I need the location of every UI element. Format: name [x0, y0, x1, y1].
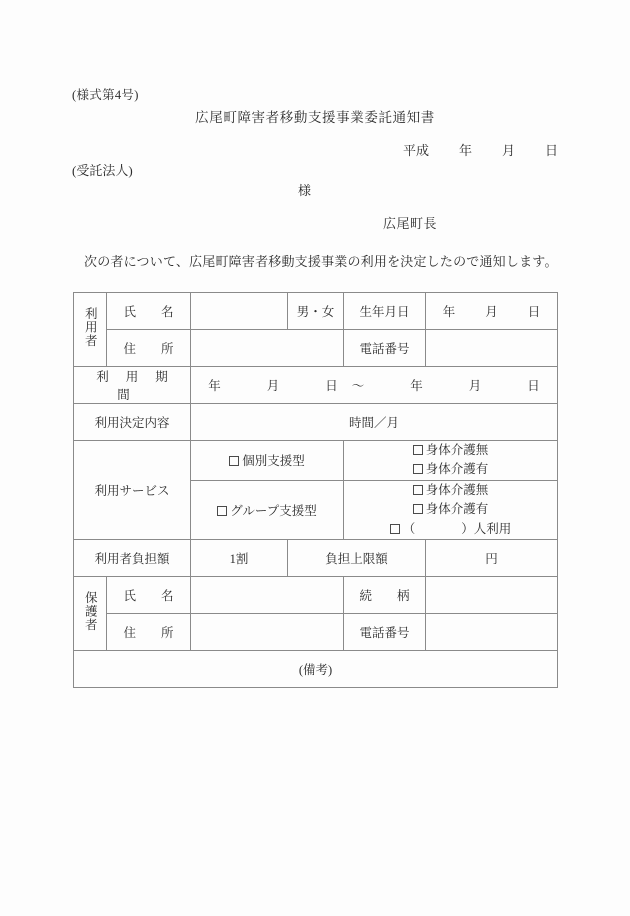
table-row-guardian-name	[74, 576, 558, 613]
period-tilde: ～	[351, 379, 365, 393]
table-row-user-address	[74, 330, 558, 367]
date-era: 平成	[402, 143, 429, 158]
checkbox-group-count-icon[interactable]	[390, 524, 400, 534]
user-section-label: 利用者	[74, 293, 107, 367]
table-row-fee	[74, 539, 558, 576]
table-row-guardian-address	[74, 613, 558, 650]
recipient-label: (受託法人)	[72, 163, 133, 178]
table-row-user-name	[74, 293, 558, 330]
birth-year-label: 年	[442, 305, 456, 319]
user-address-label: 住 所	[107, 330, 191, 367]
recipient-honorific: 様	[298, 183, 312, 198]
lead-paragraph: 次の者について、広尾町障害者移動支援事業の利用を決定したので通知します。	[84, 254, 558, 269]
remarks-area[interactable]: (備考)	[74, 650, 558, 687]
table-row-decision	[74, 404, 558, 441]
service-individual-option[interactable]: 個別支援型	[191, 441, 344, 481]
checkbox-individual-care-none-icon[interactable]	[413, 445, 423, 455]
period-from-year: 年	[208, 379, 221, 393]
group-count-prefix: （	[402, 521, 416, 536]
period-from-month: 月	[266, 379, 280, 393]
issue-date-line	[403, 140, 558, 159]
service-group-care-options	[344, 480, 558, 539]
period-to-year: 年	[410, 379, 423, 393]
option-group-care-none[interactable]: 身体介護無	[344, 481, 557, 500]
fee-cap-value[interactable]: 円	[426, 539, 558, 576]
group-count-suffix: ）人利用	[461, 521, 512, 536]
document-title: 広尾町障害者移動支援事業委託通知書	[195, 110, 435, 125]
table-row-service-individual	[74, 441, 558, 481]
decision-value[interactable]: 時間／月	[191, 404, 558, 441]
date-day-label: 日	[544, 143, 558, 158]
option-group-care-yes[interactable]: 身体介護有	[344, 500, 557, 519]
guardian-phone-value[interactable]	[426, 613, 558, 650]
service-label: 利用サービス	[74, 441, 191, 540]
option-individual-care-yes[interactable]: 身体介護有	[344, 460, 557, 479]
table-row-period	[74, 367, 558, 404]
user-phone-label: 電話番号	[344, 330, 426, 367]
guardian-address-value[interactable]	[191, 613, 344, 650]
birth-month-label: 月	[485, 305, 498, 319]
user-gender-label[interactable]: 男・女	[288, 293, 344, 330]
guardian-name-value[interactable]	[191, 576, 344, 613]
guardian-relation-label: 続 柄	[344, 576, 426, 613]
guardian-phone-label: 電話番号	[344, 613, 426, 650]
guardian-relation-value[interactable]	[426, 576, 558, 613]
fee-rate-value[interactable]: 1割	[191, 539, 288, 576]
service-group-option[interactable]: グループ支援型	[191, 480, 344, 539]
form-number: (様式第4号)	[72, 88, 139, 102]
option-individual-care-none[interactable]: 身体介護無	[344, 441, 557, 460]
service-individual-care-options	[344, 441, 558, 481]
user-birth-value[interactable]	[426, 293, 558, 330]
table-row-remarks	[74, 650, 558, 687]
option-group-user-count[interactable]	[344, 520, 557, 539]
issuer-name: 広尾町長	[383, 216, 438, 231]
guardian-address-label: 住 所	[107, 613, 191, 650]
period-to-month: 月	[468, 379, 482, 393]
user-name-label: 氏 名	[107, 293, 191, 330]
checkbox-individual-care-yes-icon[interactable]	[413, 464, 423, 474]
birth-day-label: 日	[527, 305, 541, 319]
user-birth-label: 生年月日	[344, 293, 426, 330]
period-to-day: 日	[527, 379, 540, 393]
checkbox-group-icon[interactable]	[217, 506, 227, 516]
user-name-value[interactable]	[191, 293, 288, 330]
user-address-value[interactable]	[191, 330, 344, 367]
period-from-day: 日	[325, 379, 338, 393]
fee-cap-label: 負担上限額	[288, 539, 426, 576]
user-phone-value[interactable]	[426, 330, 558, 367]
fee-label: 利用者負担額	[74, 539, 191, 576]
period-label: 利用期間	[74, 367, 191, 404]
decision-label: 利用決定内容	[74, 404, 191, 441]
checkbox-group-care-none-icon[interactable]	[413, 485, 423, 495]
checkbox-individual-icon[interactable]	[229, 456, 239, 466]
notification-form-table	[73, 292, 558, 688]
checkbox-group-care-yes-icon[interactable]	[413, 504, 423, 514]
date-year-label: 年	[458, 143, 472, 158]
date-month-label: 月	[501, 143, 515, 158]
guardian-name-label: 氏 名	[107, 576, 191, 613]
guardian-section-label: 保護者	[74, 576, 107, 650]
period-value[interactable]	[191, 367, 558, 404]
